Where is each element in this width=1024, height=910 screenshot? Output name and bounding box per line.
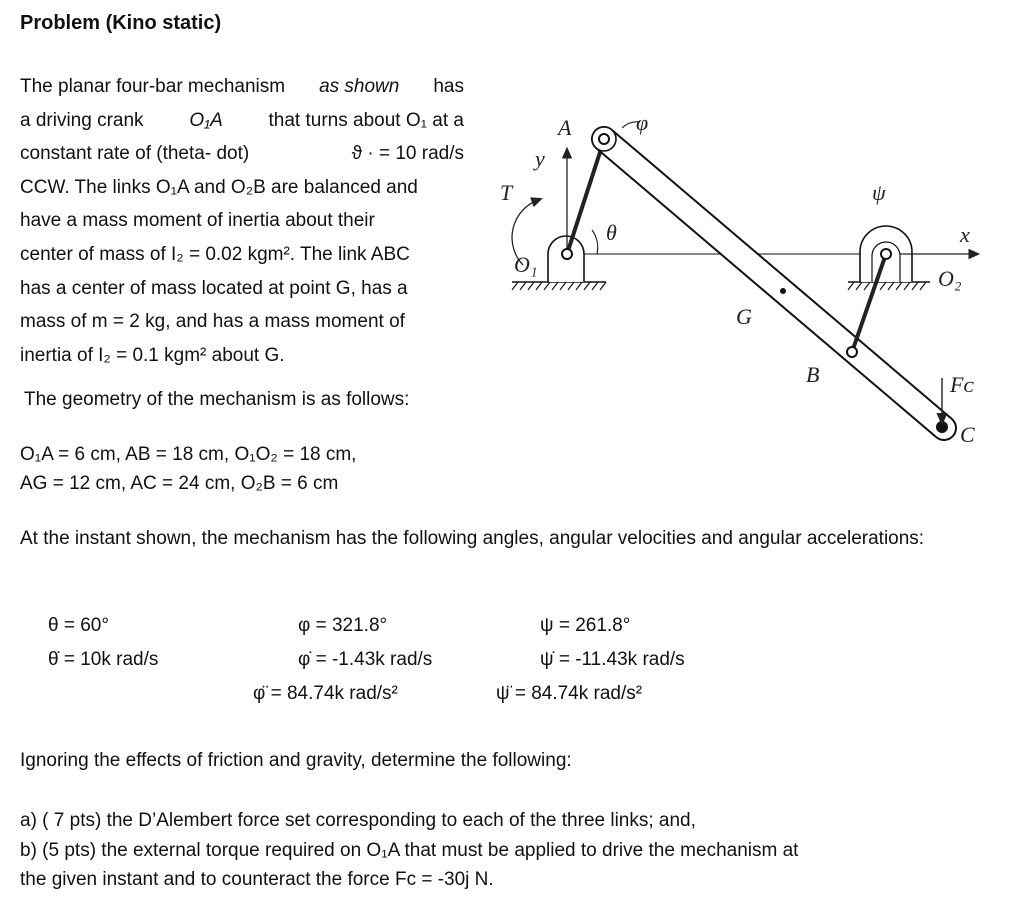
instructions-text: Ignoring the effects of friction and gravity, determine the following: <box>20 750 572 771</box>
point-c <box>936 421 948 433</box>
joint-a <box>599 134 609 144</box>
intro-line-8: mass of m = 2 kg, and has a mass moment of <box>20 311 405 333</box>
geometry-values <box>20 440 356 498</box>
theta-value: θ = 60° <box>48 615 109 636</box>
intro-line-1: The planar four-bar mechanism as shown has <box>20 76 464 97</box>
psi-value: ψ = 261.8° <box>540 615 631 636</box>
intro-line-7: has a center of mass located at point G, has a <box>20 277 408 299</box>
theta-arc <box>592 230 598 254</box>
part-b-line-1: b) (5 pts) the external torque required on O₁A that must be applied to drive the mechanism at <box>20 839 799 861</box>
question-parts <box>20 806 798 895</box>
label-a: A <box>558 115 572 140</box>
label-t: T <box>500 180 513 205</box>
crank-o1a <box>567 143 603 254</box>
label-x: x <box>960 222 970 247</box>
ground-o1-hatch <box>512 282 606 290</box>
part-b-line-2: the given instant and to counteract the force Fᴄ = -30j N. <box>20 869 494 890</box>
intro-line-5: have a mass moment of inertia about their <box>20 210 375 232</box>
intro-line-3: constant rate of (theta- dot) ϑ · = 10 rad/s <box>20 143 464 165</box>
label-o2: O₂ <box>938 266 962 291</box>
label-c: C <box>960 422 975 447</box>
intro-line-4: CCW. The links O₁A and O₂B are balanced and <box>20 176 418 198</box>
intro-line-2: a driving crank O₁A that turns about O₁ at a <box>20 109 464 131</box>
intro-paragraph <box>20 70 464 372</box>
label-fc: Fᴄ <box>950 372 974 397</box>
phi-value: φ = 321.8° <box>298 615 388 636</box>
phi-dot-value: φ̇ = -1.43k rad/s <box>298 649 433 670</box>
part-a: a) ( 7 pts) the D’Alembert force set corresponding to each of the three links; and, <box>20 810 696 831</box>
mechanism-figure <box>490 100 1000 460</box>
label-b: B <box>806 362 820 387</box>
pivot-o1 <box>562 249 572 259</box>
psi-ddot-value: ψ̈ = 84.74k rad/s² <box>496 683 643 704</box>
phi-ddot-value: φ̈ = 84.74k rad/s² <box>253 683 398 704</box>
geometry-line-1: O₁A = 6 cm, AB = 18 cm, O₁O₂ = 18 cm, <box>20 444 357 465</box>
psi-dot-value: ψ̇ = -11.43k rad/s <box>540 649 685 670</box>
label-psi: ψ <box>872 180 886 205</box>
geometry-title: The geometry of the mechanism is as follows: <box>24 389 410 410</box>
label-phi: φ <box>636 110 649 135</box>
label-g: G <box>736 304 752 329</box>
problem-title: Problem (Kino static) <box>20 12 222 34</box>
ground-o2-hatch <box>848 282 930 290</box>
intro-line-6: center of mass of I₂ = 0.02 kgm². The link ABC <box>20 243 410 265</box>
instant-text: At the instant shown, the mechanism has the following angles, angular velocities and angular accelerations: <box>20 528 925 549</box>
label-o1: O₁ <box>514 252 538 277</box>
joint-b <box>847 347 857 357</box>
pivot-o2 <box>881 249 891 259</box>
theta-dot-value: θ̇ = 10k rad/s <box>48 649 159 670</box>
geometry-line-2: AG = 12 cm, AC = 24 cm, O₂B = 6 cm <box>20 473 339 494</box>
label-y: y <box>535 146 545 171</box>
center-of-mass-g <box>780 288 786 294</box>
label-theta: θ <box>606 220 617 245</box>
intro-line-9: inertia of I₂ = 0.1 kgm² about G. <box>20 344 285 366</box>
